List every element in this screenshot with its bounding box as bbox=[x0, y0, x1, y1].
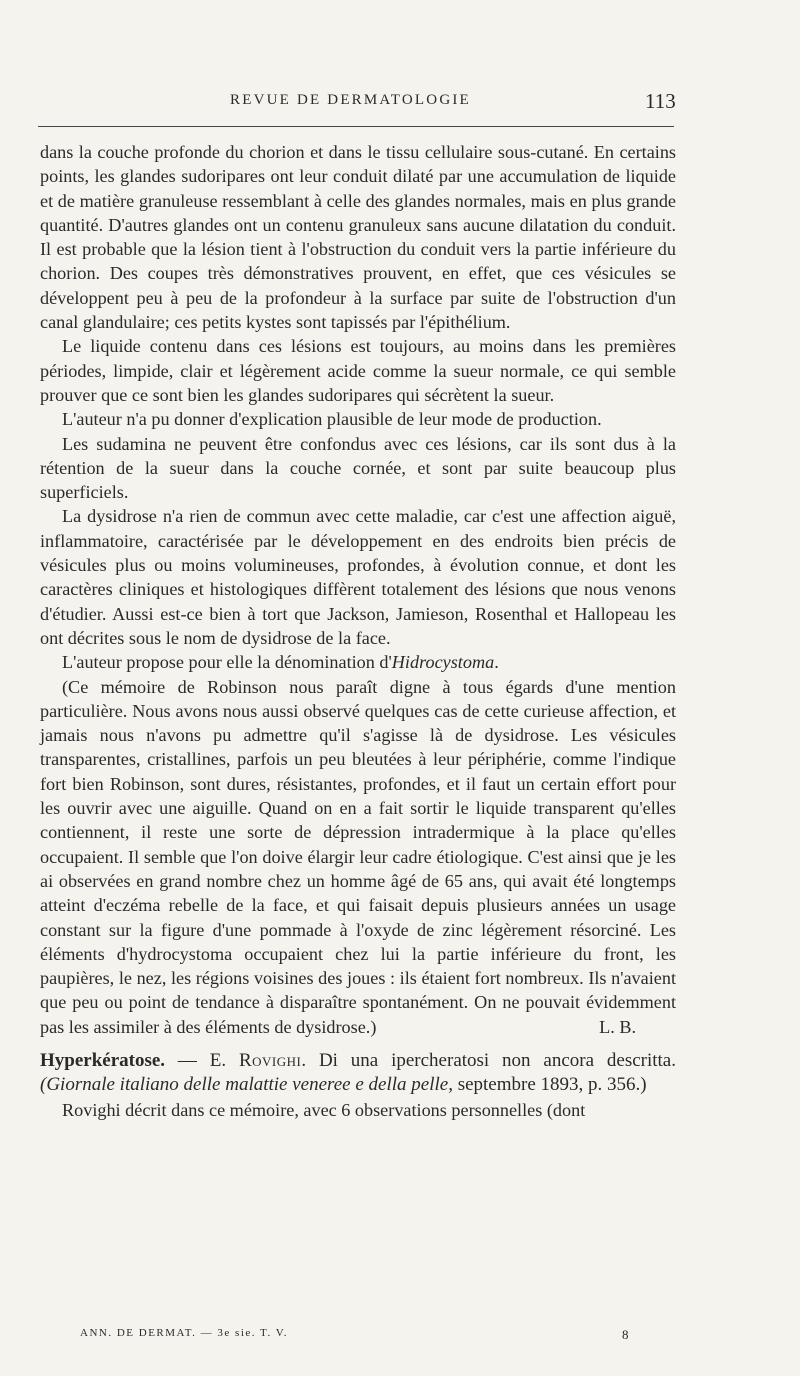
paragraph: La dysidrose n'a rien de commun avec cette maladie, car c'est une affection aiguë, inflammatoire, caractérisée par le développement en des endroits bien précis de vésicules plus ou moins volumineuses, profondes, à évolution connue, et dont les caractères cliniques et histologiques diffèrent totalement des lésions que nous venons d'étudier. Aussi est-ce bien à tort que Jackson, Jamieson, Rosenthal et Hallopeau les ont décrites sous le nom de dysidrose de la face. bbox=[40, 506, 676, 648]
footer-signature-number: 8 bbox=[622, 1327, 629, 1342]
review-author: Rovighi bbox=[238, 1049, 302, 1071]
paragraph: Le liquide contenu dans ces lésions est toujours, au moins dans les premières périodes, limpide, clair et légèrement acide comme la sueur normale, ce qui semble prouver que ce sont bien les glandes sudoripares qui sécrètent la sueur. bbox=[40, 336, 676, 405]
review-dash: — E. bbox=[165, 1049, 239, 1071]
denomination-suffix: . bbox=[494, 652, 499, 673]
running-head bbox=[0, 89, 800, 116]
body-text bbox=[40, 140, 676, 1122]
review-title: . Di una ipercheratosi non ancora descritta. bbox=[301, 1049, 676, 1071]
paragraph: dans la couche profonde du chorion et dans le tissu cellulaire sous-cutané. En certains points, les glandes sudoripares ont leur conduit dilaté par une accumulation de liquide et de matière granuleuse ressemblant à celle des glandes normales, mais en plus grande quantité. D'autres glandes ont un contenu granuleux sans aucune dilatation du conduit. Il est probable que la lésion tient à l'obstruction du conduit vers la partie inférieure du chorion. Des coupes très démonstratives prouvent, en effet, que ces vésicules se développent peu à peu de la profondeur à la surface par suite de l'obstruction d'un canal glandulaire; ces petits kystes sont tapissés par l'épithélium. bbox=[40, 142, 676, 333]
review-source: (Giornale italiano delle malattie veneree e della pelle, bbox=[40, 1074, 453, 1096]
review-date: septembre 1893, p. 356.) bbox=[452, 1074, 647, 1096]
footer-signature-line: ANN. DE DERMAT. — 3e sie. T. V. bbox=[80, 1327, 289, 1339]
page-number: 113 bbox=[645, 89, 676, 113]
denomination-term: Hidrocystoma bbox=[391, 652, 495, 673]
editor-note bbox=[40, 675, 676, 1039]
denomination-prefix: L'auteur propose pour elle la dénomination d' bbox=[62, 652, 392, 673]
paragraph: L'auteur n'a pu donner d'explication plausible de leur mode de production. bbox=[62, 409, 602, 430]
note-text: (Ce mémoire de Robinson nous paraît digne à tous égards d'une mention particulière. Nous avons nous aussi observé quelques cas de cette curieuse affection, et jamais nous n'avons pu admettre qu'il s'agisse là de dysidrose. Les vésicules transparentes, cristallines, parfois un peu bleutées à leur périphérie, comme l'indique fort bien Robinson, sont dures, résistantes, profondes, et il faut un certain effort pour les ouvrir avec une aiguille. Quand on en a fait sortir le liquide transparent qu'elles contiennent, il reste une sorte de dépression intradermique à la place qu'elles occupaient. Il semble que l'on doive élargir leur cadre étiologique. C'est ainsi que je les ai observées en grand nombre chez un homme âgé de 65 ans, qui avait été longtemps atteint d'eczéma rebelle de la face, et qui faisait depuis plusieurs années un usage constant sur la figure d'une pommade à l'oxyde de zinc légèrement résorciné. Les éléments d'hydrocystoma occupaient chez lui la partie inférieure du front, les paupières, le nez, les régions voisines des joues : ils étaient fort nombreux. Ils n'avaient que peu ou point de tendance à disparaître spontanément. On ne pouvait évidemment pas les assimiler à des éléments de dysidrose.) bbox=[40, 676, 676, 1037]
review-entry bbox=[40, 1049, 676, 1098]
review-continuation: Rovighi décrit dans ce mémoire, avec 6 observations personnelles (dont bbox=[62, 1099, 586, 1120]
review-heading: Hyperkératose. bbox=[40, 1049, 166, 1071]
header-rule bbox=[38, 126, 674, 127]
page-footer bbox=[0, 1327, 800, 1345]
paragraph: Les sudamina ne peuvent être confondus avec ces lésions, car ils sont dus à la rétention de la sueur dans la couche cornée, et sont par suite beaucoup plus superficiels. bbox=[40, 433, 676, 503]
running-title: REVUE DE DERMATOLOGIE bbox=[230, 92, 471, 108]
note-signature: L. B. bbox=[599, 1016, 636, 1037]
denomination-paragraph bbox=[40, 650, 676, 674]
